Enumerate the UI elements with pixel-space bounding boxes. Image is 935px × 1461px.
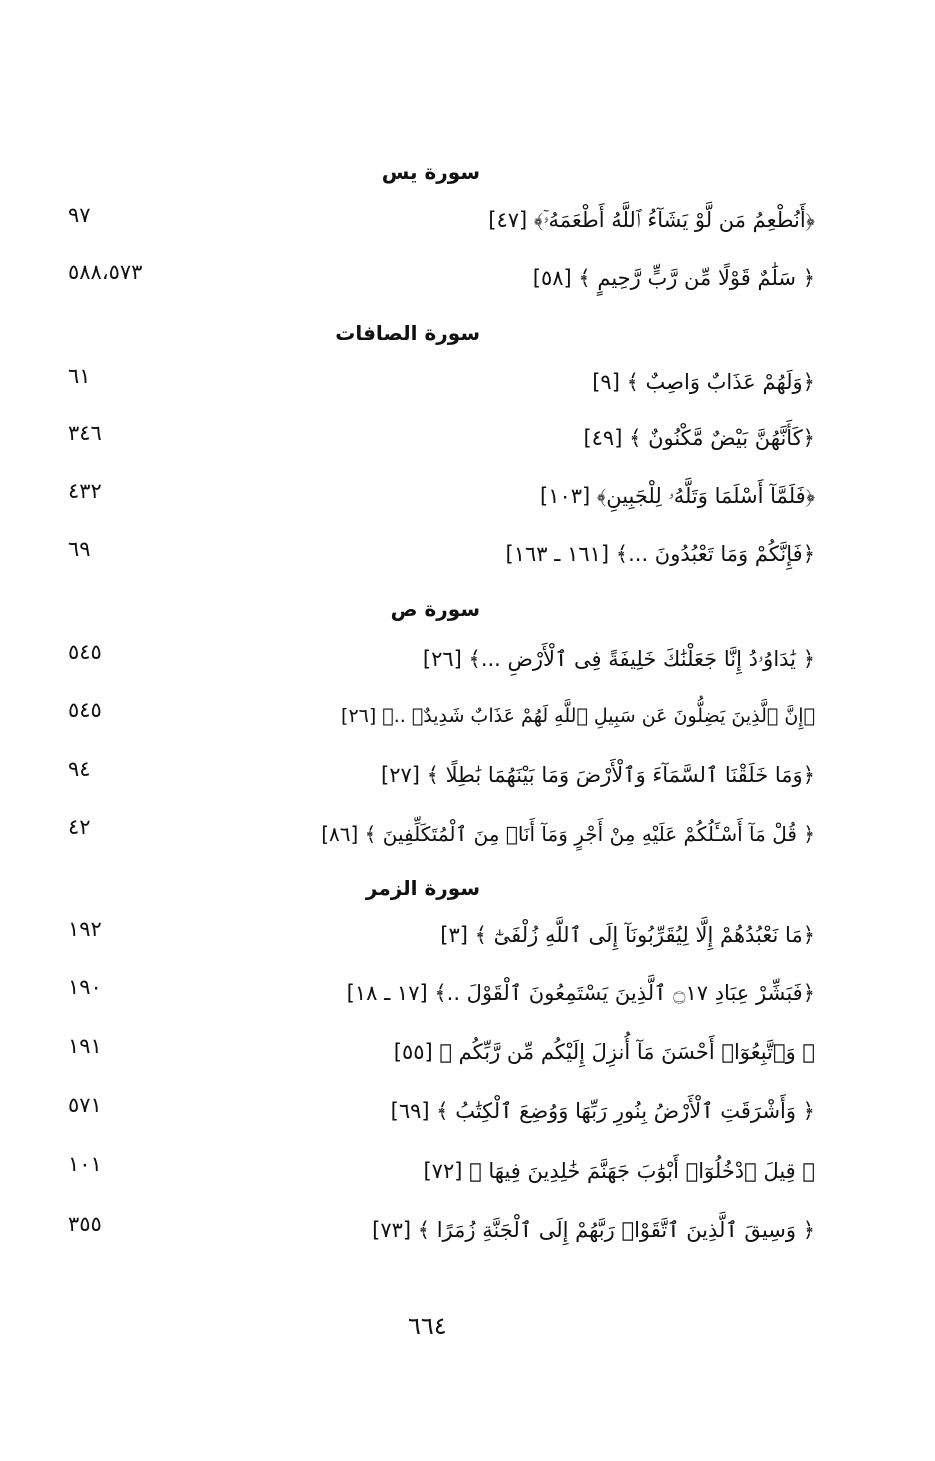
verse-entry: ﴿مَا نَعْبُدُهُمْ إِلَّا لِيُقَرِّبُونَآ إِلَى ٱللَّهِ زُلْفَىٰٓ ﴾ [٣]: [440, 923, 815, 947]
page-reference: ٦٩: [68, 537, 91, 561]
page-reference: ٤٣٢: [68, 479, 102, 503]
page-reference: ١٩٠: [68, 975, 102, 999]
page-reference: ٥٤٥: [68, 640, 102, 664]
verse-entry: ﴿أَنُطْعِمُ مَن لَّوْ يَشَآءُ ٱللَّهُ أَطْعَمَهُۥٓ﴾ [٤٧]: [488, 208, 815, 232]
surah-heading-sad: سورة ص: [390, 597, 480, 621]
page-reference: ١٩١: [68, 1034, 102, 1058]
page-reference: ٩٤: [68, 757, 91, 781]
verse-entry: ﴿ يَٰدَاوُۥدُ إِنَّا جَعَلْنَٰكَ خَلِيفَةً فِى ٱلْأَرْضِ ...﴾ [٢٦]: [422, 647, 815, 671]
verse-entry: ﴿وَلَهُمْ عَذَابٌ وَاصِبٌ ﴾ [٩]: [592, 370, 815, 394]
verse-entry: ﴿ سَلَٰمٌ قَوْلًا مِّن رَّبٍّ رَّحِيمٍ ﴾ [٥٨]: [532, 266, 815, 290]
verse-entry: ﴿ وَٱتَّبِعُوٓا۟ أَحْسَنَ مَآ أُنزِلَ إِلَيْكُم مِّن رَّبِّكُم ﴾ [٥٥]: [393, 1040, 815, 1064]
surah-heading-azzumar: سورة الزمر: [365, 876, 480, 900]
verse-entry: ﴿وَمَا خَلَقْنَا ٱلسَّمَآءَ وَٱلْأَرْضَ وَمَا بَيْنَهُمَا بَٰطِلًا ﴾ [٢٧]: [381, 763, 815, 787]
page-reference: ٥٤٥: [68, 698, 102, 722]
verse-entry: ﴿إِنَّ ٱلَّذِينَ يَضِلُّونَ عَن سَبِيلِ ٱللَّهِ لَهُمْ عَذَابٌ شَدِيدٌۢ ..﴾ [٢٦]: [341, 705, 815, 727]
surah-heading-assaffat: سورة الصافات: [335, 321, 480, 345]
verse-entry: ﴿فَبَشِّرْ عِبَادِ ۝١٧ ٱلَّذِينَ يَسْتَمِعُونَ ٱلْقَوْلَ ..﴾ [١٧ ـ ١٨]: [346, 981, 815, 1005]
verse-entry: ﴿ قِيلَ ٱدْخُلُوٓا۟ أَبْوَٰبَ جَهَنَّمَ خَٰلِدِينَ فِيهَا ﴾ [٧٢]: [423, 1159, 815, 1183]
page-reference: ٣٥٥: [68, 1212, 102, 1236]
page-reference: ٣٤٦: [68, 421, 102, 445]
verse-entry: ﴿ قُلْ مَآ أَسْـَٔلُكُمْ عَلَيْهِ مِنْ أَجْرٍ وَمَآ أَنَا۠ مِنَ ٱلْمُتَكَلِّفِينَ ﴾ [٨٦]: [321, 822, 815, 846]
page-reference: ١٩٢: [68, 917, 102, 941]
verse-entry: ﴿فَإِنَّكُمْ وَمَا تَعْبُدُونَ ...﴾ [١٦١ ـ ١٦٣]: [505, 542, 815, 566]
surah-heading-yasin: سورة يس: [381, 160, 480, 184]
page-number: ٦٦٤: [408, 1312, 447, 1340]
verse-entry: ﴿فَلَمَّآ أَسْلَمَا وَتَلَّهُۥ لِلْجَبِينِ﴾ [١٠٣]: [539, 484, 815, 508]
verse-entry: ﴿كَأَنَّهُنَّ بَيْضٌ مَّكْنُونٌ ﴾ [٤٩]: [583, 426, 815, 450]
verse-entry: ﴿ وَأَشْرَقَتِ ٱلْأَرْضُ بِنُورِ رَبِّهَا وَوُضِعَ ٱلْكِتَٰبُ ﴾ [٦٩]: [390, 1099, 815, 1123]
page-reference: ٩٧: [68, 203, 91, 227]
page-reference: ٥٨٨،٥٧٣: [68, 260, 143, 284]
page-reference: ٥٧١: [68, 1093, 102, 1117]
page-reference: ١٠١: [68, 1152, 102, 1176]
page-reference: ٦١: [68, 364, 91, 388]
page-reference: ٤٢: [68, 815, 91, 839]
verse-entry: ﴿ وَسِيقَ ٱلَّذِينَ ٱتَّقَوْا۟ رَبَّهُمْ إِلَى ٱلْجَنَّةِ زُمَرًا ﴾ [٧٣]: [372, 1218, 815, 1242]
